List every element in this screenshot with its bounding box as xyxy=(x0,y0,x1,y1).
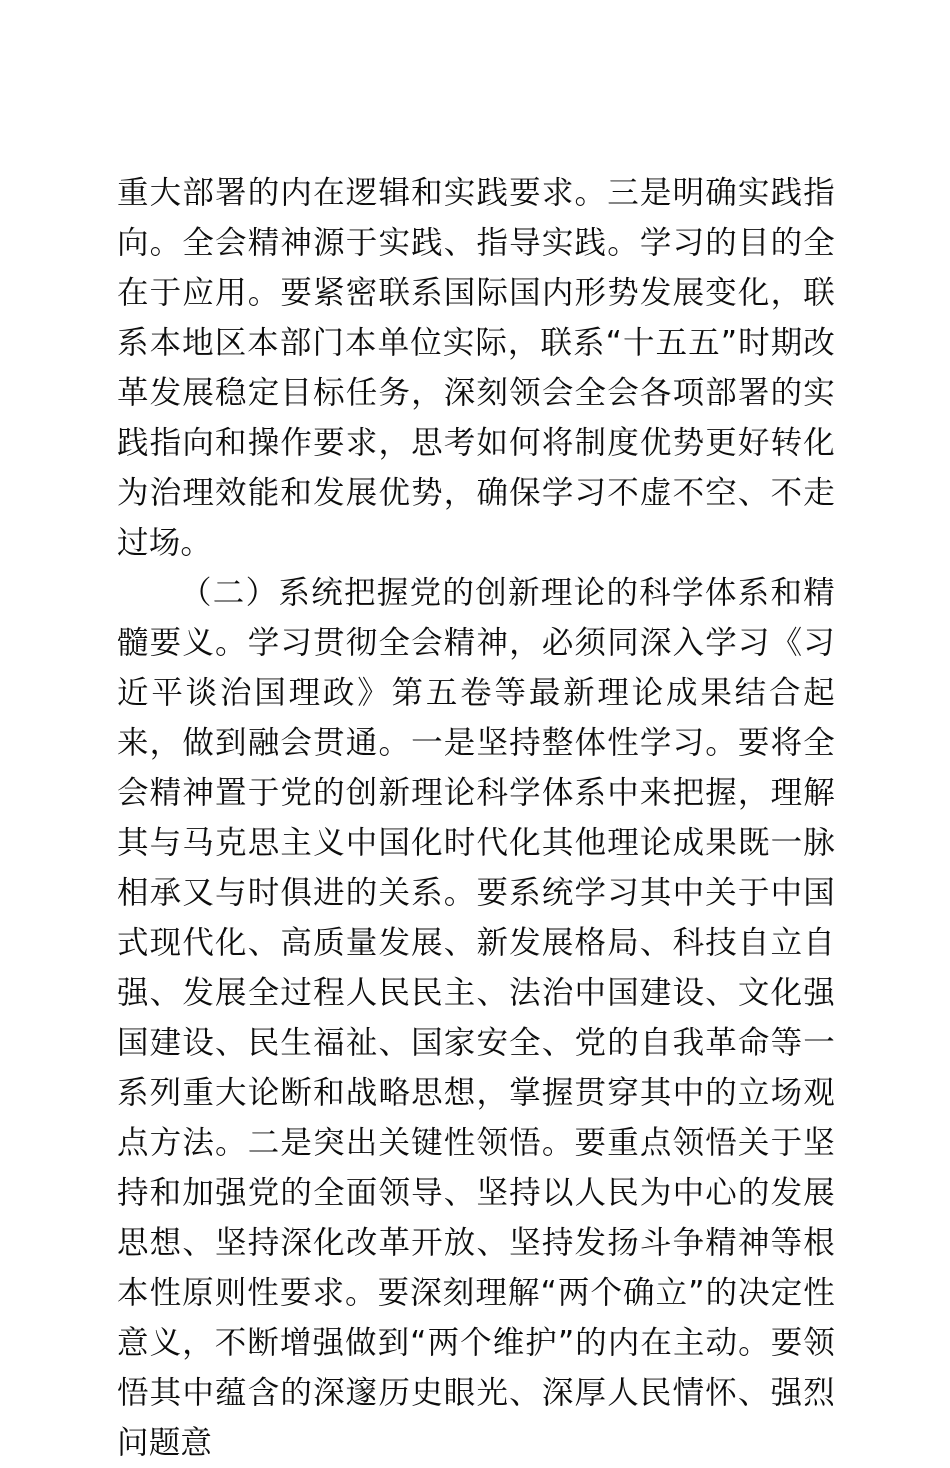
paragraph-continued: 重大部署的内在逻辑和实践要求。三是明确实践指向。全会精神源于实践、指导实践。学习的目的全在于应用。要紧密联系国际国内形势发展变化，联系本地区本部门本单位实际，联系“十五五”时期改革发展稳定目标任务，深刻领会全会各项部署的实践指向和操作要求，思考如何将制度优势更好转化为治理效能和发展优势，确保学习不虚不空、不走过场。 xyxy=(117,175,835,561)
paragraph-section-two: （二）系统把握党的创新理论的科学体系和精髓要义。学习贯彻全会精神，必须同深入学习《习近平谈治国理政》第五卷等最新理论成果结合起来，做到融会贯通。一是坚持整体性学习。要将全会精神置于党的创新理论科学体系中来把握，理解其与马克思主义中国化时代化其他理论成果既一脉相承又与时俱进的关系。要系统学习其中关于中国式现代化、高质量发展、新发展格局、科技自立自强、发展全过程人民民主、法治中国建设、文化强国建设、民生福祉、国家安全、党的自我革命等一系列重大论断和战略思想，掌握贯穿其中的立场观点方法。二是突出关键性领悟。要重点领悟关于坚持和加强党的全面领导、坚持以人民为中心的发展思想、坚持深化改革开放、坚持发扬斗争精神等根本性原则性要求。要深刻理解“两个确立”的决定性意义，不断增强做到“两个维护”的内在主动。要领悟其中蕴含的深邃历史眼光、深厚人民情怀、强烈问题意 xyxy=(117,575,835,1461)
document-body xyxy=(117,168,835,1468)
